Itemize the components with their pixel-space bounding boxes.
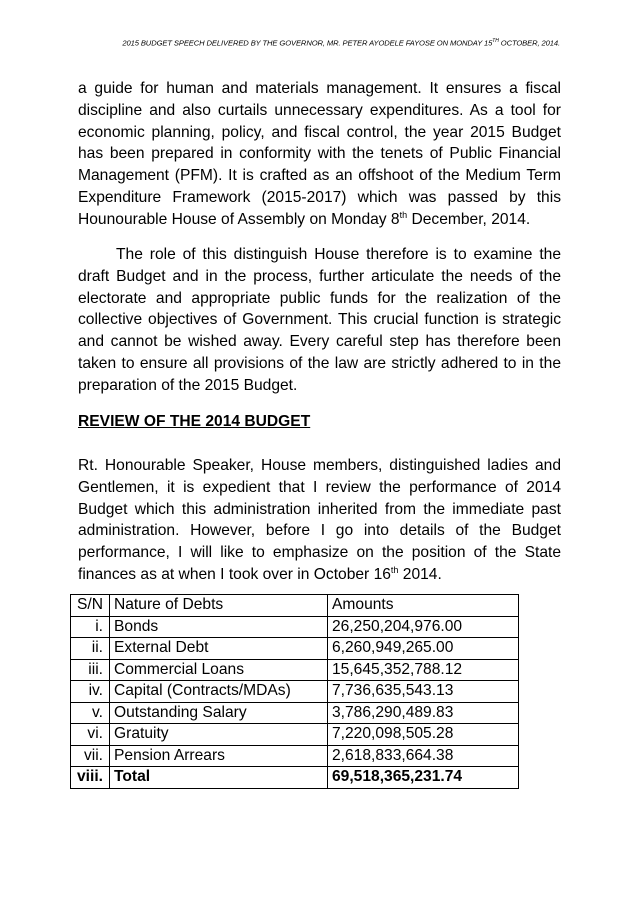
row-sn: vi. <box>71 724 110 746</box>
row-nature: Pension Arrears <box>110 745 328 767</box>
row-sn: iii. <box>71 659 110 681</box>
row-sn: ii. <box>71 638 110 660</box>
table-row <box>71 745 519 767</box>
row-amount: 7,736,635,543.13 <box>328 681 519 703</box>
row-sn: v. <box>71 702 110 724</box>
row-sn: vii. <box>71 745 110 767</box>
header-nature: Nature of Debts <box>110 595 328 617</box>
header-sn: S/N <box>71 595 110 617</box>
row-sn: i. <box>71 616 110 638</box>
paragraph-review: Rt. Honourable Speaker, House members, distinguished ladies and Gentlemen, it is expedient that I review the performance of 2014 Budget which this administration inherited from the immediate past administration. However, before I go into details of the Budget performance, I will like to emphasize on the position of the State finances as at when I took over in October 16th 2014. <box>78 457 561 583</box>
total-sn: viii. <box>71 767 110 789</box>
row-amount: 7,220,098,505.28 <box>328 724 519 746</box>
table-row <box>71 724 519 746</box>
table-row <box>71 659 519 681</box>
table-row <box>71 638 519 660</box>
row-amount: 15,645,352,788.12 <box>328 659 519 681</box>
paragraph-budget-guide: a guide for human and materials management. It ensures a fiscal discipline and also curtails unnecessary expenditures. As a tool for economic planning, policy, and fiscal control, the year 2015 Budget has been prepared in conformity with the tenets of Public Financial Management (PFM). It is crafted as an offshoot of the Medium Term Expenditure Framework (2015-2017) which was passed by this Hounourable House of Assembly on Monday 8th December, 2014. <box>78 80 561 228</box>
row-amount: 3,786,290,489.83 <box>328 702 519 724</box>
debts-table <box>70 594 519 789</box>
section-heading: REVIEW OF THE 2014 BUDGET <box>78 413 311 430</box>
row-nature: Commercial Loans <box>110 659 328 681</box>
row-nature: Bonds <box>110 616 328 638</box>
table-row <box>71 616 519 638</box>
row-nature: Outstanding Salary <box>110 702 328 724</box>
table-total-row <box>71 767 519 789</box>
header-amounts: Amounts <box>328 595 519 617</box>
row-nature: External Debt <box>110 638 328 660</box>
running-header: 2015 BUDGET SPEECH DELIVERED BY THE GOVERNOR, MR. PETER AYODELE FAYOSE ON MONDAY 15TH OCTOBER, 2014. <box>122 38 560 48</box>
row-nature: Capital (Contracts/MDAs) <box>110 681 328 703</box>
row-amount: 2,618,833,664.38 <box>328 745 519 767</box>
table-header-row <box>71 595 519 617</box>
table-row <box>71 702 519 724</box>
row-nature: Gratuity <box>110 724 328 746</box>
total-amount: 69,518,365,231.74 <box>328 767 519 789</box>
row-amount: 26,250,204,976.00 <box>328 616 519 638</box>
table-row <box>71 681 519 703</box>
row-amount: 6,260,949,265.00 <box>328 638 519 660</box>
paragraph-role-of-house: The role of this distinguish House therefore is to examine the draft Budget and in the process, further articulate the needs of the electorate and appropriate public funds for the realization of the collective objectives of Government. This crucial function is strategic and cannot be wished away. Every careful step has therefore been taken to ensure all provisions of the law are strictly adhered to in the preparation of the 2015 Budget. <box>78 246 561 394</box>
total-label: Total <box>110 767 328 789</box>
row-sn: iv. <box>71 681 110 703</box>
